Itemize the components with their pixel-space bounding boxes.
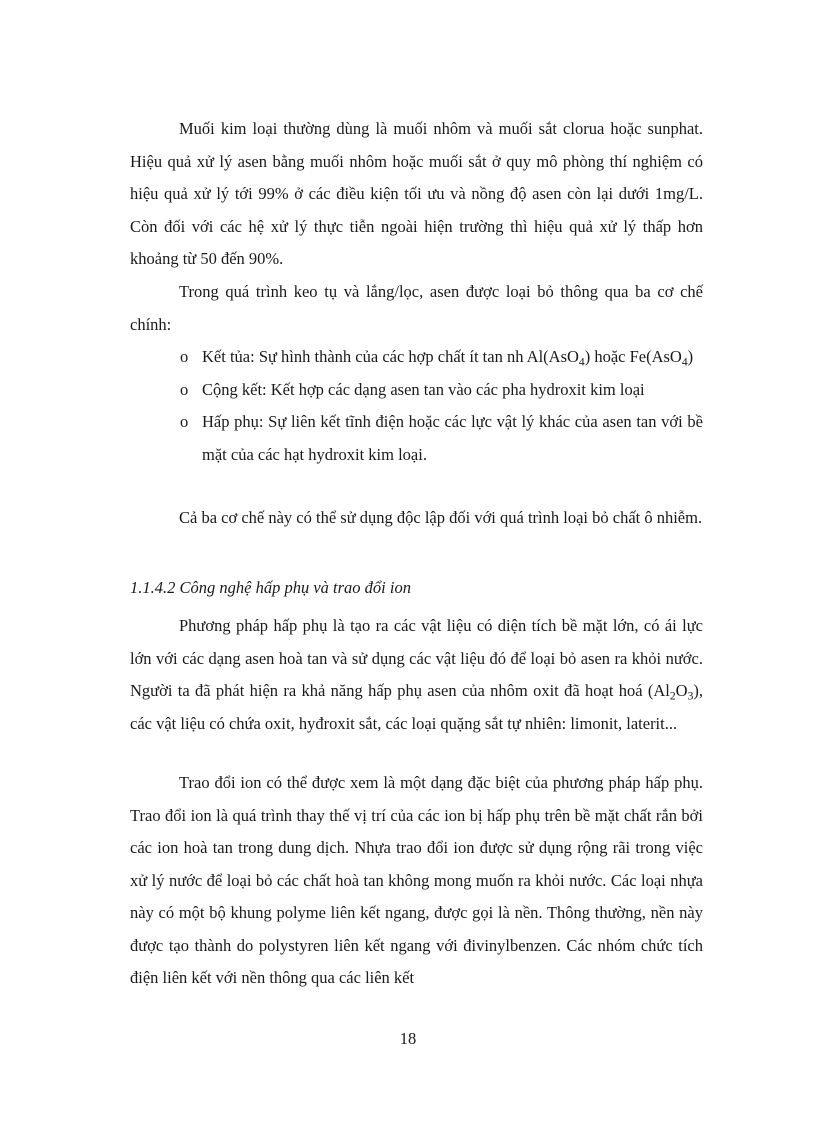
section-heading: 1.1.4.2 Công nghệ hấp phụ và trao đổi ion <box>130 578 411 597</box>
bullet-marker: o <box>180 412 189 431</box>
bullet-marker: o <box>180 379 189 399</box>
paragraph-mechanisms-intro: Trong quá trình keo tụ và lắng/lọc, asen được loại bỏ thông qua ba cơ chế chính: <box>130 282 703 334</box>
paragraph-metal-salts: Muối kim loại thường dùng là muối nhôm và muối sắt clorua hoặc sunphat. Hiệu quả xử lý asen bằng muối nhôm hoặc muối sắt ở quy mô phòng thí nghiệm có hiệu quả xử lý tới 99% ở các điều kiện tối ưu và nồng độ asen còn lại dưới 1mg/L. Còn đối với các hệ xử lý thực tiễn ngoài hiện trường thì hiệu quả xử lý thấp hơn khoảng từ 50 đến 90%. <box>130 119 703 268</box>
list-item-text: Kết tủa: Sự hình thành của các hợp chất ít tan nh Al(AsO$_4$) hoặc Fe(AsO$_4$) <box>202 347 694 369</box>
paragraph-adsorption: Phương pháp hấp phụ là tạo ra các vật liệu có diện tích bề mặt lớn, có ái lực lớn với các dạng asen hoà tan và sử dụng các vật liệu đó để loại bỏ asen ra khỏi nước. Người ta đã phát hiện ra khả năng hấp phụ asen của nhôm oxit đã hoạt hoá $(Al_2O_3)$, các vật liệu có chứa oxit, hyđroxit sắt, các loại quặng sắt tự nhiên: limonit, laterit... <box>130 616 703 733</box>
list-item-text: Hấp phụ: Sự liên kết tĩnh điện hoặc các lực vật lý khác của asen tan với bề mặt của các hạt hydroxit kim loại. <box>202 412 703 464</box>
list-item-text: Cộng kết: Kết hợp các dạng asen tan vào các pha hydroxit kim loại <box>202 379 645 399</box>
bullet-marker: o <box>180 347 189 366</box>
list-item-adsorption <box>180 406 703 471</box>
page-number: 18 <box>399 1029 417 1048</box>
paragraph-mechanisms-summary: Cả ba cơ chế này có thể sử dụng độc lập đối với quá trình loại bỏ chất ô nhiễm. <box>179 508 703 527</box>
paragraph-ion-exchange: Trao đổi ion có thể được xem là một dạng đặc biệt của phương pháp hấp phụ. Trao đổi ion là quá trình thay thế vị trí của các ion bị hấp phụ trên bề mặt chất rắn bởi các ion hoà tan trong dung dịch. Nhựa trao đổi ion được sử dụng rộng rãi trong việc xử lý nước để loại bỏ các chất hoà tan không mong muốn ra khỏi nước. Các loại nhựa này có một bộ khung polyme liên kết ngang, được gọi là nền. Thông thường, nền này được tạo thành do polystyren liên kết ngang với đivinylbenzen. Các nhóm chức tích điện liên kết với nền thông qua các liên kết <box>130 773 703 987</box>
mechanism-list <box>180 341 703 471</box>
list-item-coprecipitation <box>180 374 703 407</box>
list-item-precipitation <box>180 341 703 374</box>
